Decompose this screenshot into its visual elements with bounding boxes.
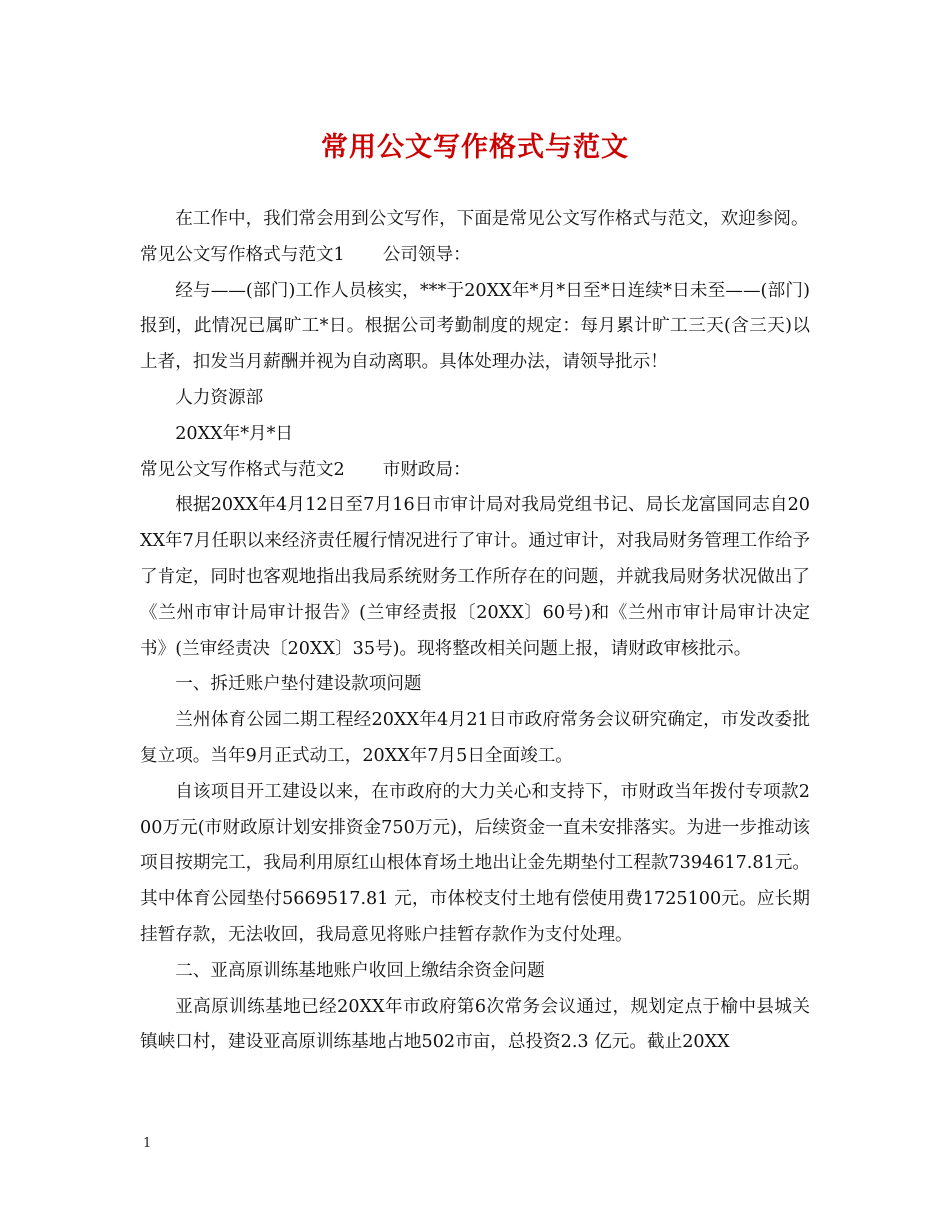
intro-paragraph: 在工作中，我们常会用到公文写作，下面是常见公文写作格式与范文，欢迎参阅。 <box>175 209 809 229</box>
example-1-heading-line <box>140 238 810 274</box>
section-1-paragraph-2: 自该项目开工建设以来，在市政府的大力关心和支持下，市财政当年拨付专项款200万元(市财政原计划安排资金750万元)，后续资金一直未安排落实。为进一步推动该项目按期完工，我局利用原红山根体育场土地出让金先期垫付工程款7394617.81元。其中体育公园垫付5669517.81 元，市体校支付土地有偿使用费1725100元。应长期挂暂存款，无法收回，我局意见将账户挂暂存款作为支付处理。 <box>140 781 810 945</box>
section-2-paragraph-1: 亚高原训练基地已经20XX年市政府第6次常务会议通过，规划定点于榆中县城关镇峡口村，建设亚高原训练基地占地502市亩，总投资2.3 亿元。截止20XX <box>140 996 810 1053</box>
section-1-title: 一、拆迁账户垫付建设款项问题 <box>175 674 422 695</box>
section-1-paragraph-1: 兰州体育公园二期工程经20XX年4月21日市政府常务会议研究确定，市发改委批复立项。当年9月正式动工，20XX年7月5日全面竣工。 <box>140 710 810 766</box>
document-title: 常用公文写作格式与范文 <box>321 132 629 163</box>
example-2-heading: 常见公文写作格式与范文2 <box>140 459 345 480</box>
example-1-addressee: 公司领导： <box>382 244 471 265</box>
example-2-body: 根据20XX年4月12日至7月16日市审计局对我局党组书记、局长龙富国同志自20XX年7月任职以来经济责任履行情况进行了审计。通过审计，对我局财务管理工作给予了肯定，同时也客观地指出我局系统财务工作所存在的问题，并就我局财务状况做出了《兰州市审计局审计报告》(兰审经责报〔20XX〕60号)和《兰州市审计局审计决定书》(兰审经责决〔20XX〕35号)。现将整改相关问题上报，请财政审核批示。 <box>140 495 810 659</box>
example-1-signer: 人力资源部 <box>175 387 264 408</box>
example-1-body: 经与——(部门)工作人员核实，***于20XX年*月*日至*日连续*日未至——(部门)报到，此情况已属旷工*日。根据公司考勤制度的规定：每月累计旷工三天(含三天)以上者，扣发当月薪酬并视为自动离职。具体处理办法，请领导批示！ <box>140 280 810 373</box>
example-2-addressee: 市财政局： <box>382 459 471 480</box>
example-1-date: 20XX年*月*日 <box>175 423 294 444</box>
example-1-heading: 常见公文写作格式与范文1 <box>140 244 345 265</box>
section-2-title: 二、亚高原训练基地账户收回上缴结余资金问题 <box>175 960 545 981</box>
example-2-heading-line <box>140 453 810 489</box>
page-number: 1 <box>143 1136 152 1151</box>
document-body <box>140 202 810 1061</box>
